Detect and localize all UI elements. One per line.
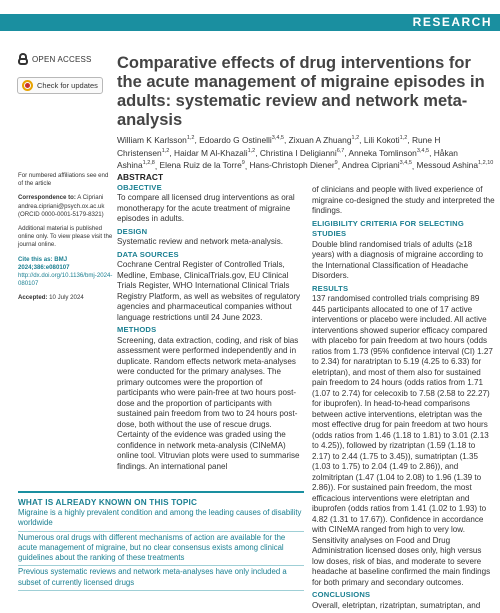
abstract-column-left xyxy=(117,172,305,474)
correspondence xyxy=(18,194,113,219)
methods-text: Screening, data extraction, coding, and risk of bias assessment were performed independently and in duplicate. Random effects network meta-analyses were conducted for the primary analyses. The primary outcomes were the proportion of participants who were pain-free at two hours post-dose and the proportion of participants with sustained pain freedom from two to 24 hours post-dose, both without the use of rescue drugs. Certainty of the evidence was graded using the confidence in network meta-analysis (CINeMA) online tool. Vitruvian plots were used to summarise findings. An international panel xyxy=(117,335,300,471)
author-affiliation-marker: 1,2 xyxy=(247,147,256,154)
article-sidebar xyxy=(18,172,113,309)
known-item: Previous systematic reviews and network meta-analyses have only included a subset of currently licensed drugs xyxy=(18,566,304,591)
abstract-column-right xyxy=(312,185,495,613)
author-affiliation-marker: 1,2 xyxy=(351,135,360,141)
objective-text: To compare all licensed drug interventions as oral monotherapy for the acute treatment of migraine episodes in adults. xyxy=(117,193,295,223)
author-affiliation-marker: 9 xyxy=(241,160,245,167)
author-name: Haidar M Al-Khazali$^{1,2}$ xyxy=(174,147,256,158)
correspondence-text: A Cipriani andrea.cipriani@psych.ox.ac.uk (ORCID 0000-0001-5179-8321) xyxy=(18,194,105,218)
known-item: Numerous oral drugs with different mechanisms of action are available for the acute management of migraine, but no clear consensus exists among clinical guidelines about the ranking of these treatments xyxy=(18,532,304,567)
author-affiliation-marker: 1,2 xyxy=(399,135,408,141)
section-banner xyxy=(0,14,500,31)
author-affiliation-marker: 3,4,5 xyxy=(416,147,430,154)
author-affiliation-marker: 1,2 xyxy=(186,135,195,141)
design-text: Systematic review and network meta-analysis. xyxy=(117,237,283,246)
author-name: Hans-Christoph Diener$^9$ xyxy=(249,160,338,171)
citation xyxy=(18,256,113,289)
author-affiliation-marker: 9 xyxy=(334,160,338,167)
known-item: Migraine is a highly prevalent condition and among the leading causes of disability worldwide xyxy=(18,507,304,532)
author-name: Håkan Ashina$^{1,2,8}$ xyxy=(117,147,458,171)
crossmark-icon xyxy=(22,80,33,91)
eligibility-text: Double blind randomised trials of adults (≥18 years) with a diagnosis of migraine according to the International Classification of Headache Disorders. xyxy=(312,239,483,280)
author-name: Zixuan A Zhuang$^{1,2}$ xyxy=(288,134,360,145)
correspondence-label: Correspondence to: xyxy=(18,194,76,202)
accepted-value: 10 July 2024 xyxy=(47,294,84,302)
author-name: Christina I Deligianni$^{6,7}$ xyxy=(259,147,345,158)
author-affiliation-marker: 3,4,5 xyxy=(271,135,284,141)
accepted-date xyxy=(18,294,113,302)
doi-link[interactable]: http://dx.doi.org/10.1136/bmj-2024-080107 xyxy=(18,272,113,288)
conclusions-text: Overall, eletriptan, rizatriptan, sumatriptan, and xyxy=(312,600,481,610)
section-label: RESEARCH xyxy=(412,15,492,29)
author-list: William K Karlsson$^{1,2}$, Edoardo G Ostinelli$^{3,4,5}$, Zixuan A Zhuang$^{1,2}$, Lili Kokoti$^{1,2}$, Rune H Christensen$^{1,2}$, Haidar M Al-Khazali$^{1,2}$, Christina I Deligianni$^{6,7}$, Anneka Tomlinson$^{3,4,5}$, Håkan Ashina$^{1,2,8}$, Elena Ruiz de la Torre$^9$, Hans-Christoph Diener$^9$, Andrea Cipriani$^{3,4,5}$, Messoud Ashina$^{1,2,10}$ xyxy=(117,134,494,171)
design-heading: DESIGN xyxy=(117,226,148,236)
eligibility-heading: ELIGIBILITY CRITERIA FOR SELECTING STUDIES xyxy=(312,218,464,238)
data-sources-heading: DATA SOURCES xyxy=(117,249,179,259)
open-access-badge xyxy=(18,53,92,65)
results-text: 137 randomised controlled trials comprising 89 445 participants allocated to one of 17 active interventions or placebo were included. All active interventions showed superior efficacy compared with placebo for pain freedom at two hours (odds ratios from 1.73 (95% confidence interval (CI) 1.27 to 2.34) for naratriptan to 5.19 (4.25 to 6.33) for eletriptan), and most of them also for sustained pain freedom to 24 hours (odds ratios from 1.71 (1.07 to 2.74) for celecoxib to 7.58 (2.58 to 22.27) for ibuprofen). In head-to-head comparisons between active interventions, eletriptan was the most effective drug for pain freedom at two hours (odds ratios from 1.46 (1.18 to 1.81) to 3.01 (2.13 to 4.25)), followed by rizatriptan (1.59 (1.18 to 2.17) to 2.44 (1.75 to 3.45)), sumatriptan (1.35 (1.03 to 1.75) to 2.04 (1.49 to 2.86)), and zolmitriptan (1.47 (1.04 to 2.08) to 1.96 (1.39 to 2.86)). For sustained pain freedom, the most efficacious interventions were eletriptan and ibuprofen (odds ratios from 1.41 (1.02 to 1.93) to 4.82 (1.31 to 17.67)). Confidence in accordance with CINeMA ranged from high to very low. Sensitivity analyses on Food and Drug Administration licensed doses only, high versus low doses, risk of bias, and moderate to severe headache at baseline confirmed the main findings for both primary and secondary outcomes. xyxy=(312,294,493,587)
author-affiliation-marker: 1,2 xyxy=(161,147,170,154)
what-is-known-heading: WHAT IS ALREADY KNOWN ON THIS TOPIC xyxy=(18,498,198,507)
author-name: Anneka Tomlinson$^{3,4,5}$ xyxy=(348,147,430,158)
methods-heading: METHODS xyxy=(117,325,157,334)
conclusions-heading: CONCLUSIONS xyxy=(312,590,371,599)
author-name: Messoud Ashina$^{1,2,10}$ xyxy=(416,160,494,171)
objective-heading: OBJECTIVE xyxy=(117,182,162,192)
accepted-label: Accepted: xyxy=(18,294,48,302)
data-sources-text: Cochrane Central Register of Controlled Trials, Medline, Embase, ClinicalTrials.gov, EU Clinical Trials Register, WHO International Clinical Trials Registry Platform, as well as websites of regulatory agencies and pharmaceutical companies without language restrictions until 24 June 2023. xyxy=(117,260,301,322)
affiliation-note: For numbered affiliations see end of the article xyxy=(18,172,109,188)
author-affiliation-marker: 3,4,5 xyxy=(399,160,412,167)
author-affiliation-marker: 1,2,10 xyxy=(478,160,494,167)
what-is-known-box xyxy=(18,491,304,587)
check-for-updates-label: Check for updates xyxy=(37,81,98,90)
results-heading: RESULTS xyxy=(312,283,349,293)
author-name: Rune H Christensen$^{1,2}$ xyxy=(117,134,441,158)
author-name: Elena Ruiz de la Torre$^9$ xyxy=(159,160,245,171)
author-affiliation-marker: 6,7 xyxy=(336,147,345,154)
additional-material-note: Additional material is published online only. To view please visit the journal online. xyxy=(18,225,113,249)
open-access-label: OPEN ACCESS xyxy=(32,54,92,64)
abstract-heading: ABSTRACT xyxy=(117,172,164,182)
article-title: Comparative effects of drug interventions for the acute management of migraine episodes in adults: systematic review and network meta-analysis xyxy=(117,54,485,129)
open-lock-icon xyxy=(18,53,28,65)
author-name: William K Karlsson$^{1,2}$ xyxy=(117,134,195,145)
check-for-updates-button[interactable] xyxy=(17,77,103,94)
author-name: Andrea Cipriani$^{3,4,5}$ xyxy=(341,160,412,171)
cite-label: Cite this as: BMJ 2024;386:e080107 xyxy=(18,255,70,271)
author-name: Edoardo G Ostinelli$^{3,4,5}$ xyxy=(199,134,284,145)
author-affiliation-marker: 1,2,8 xyxy=(142,160,155,167)
methods-text-continued: of clinicians and people with lived experience of migraine co-designed the study and interpreted the findings. xyxy=(312,185,495,215)
author-name: Lili Kokoti$^{1,2}$ xyxy=(363,134,408,145)
